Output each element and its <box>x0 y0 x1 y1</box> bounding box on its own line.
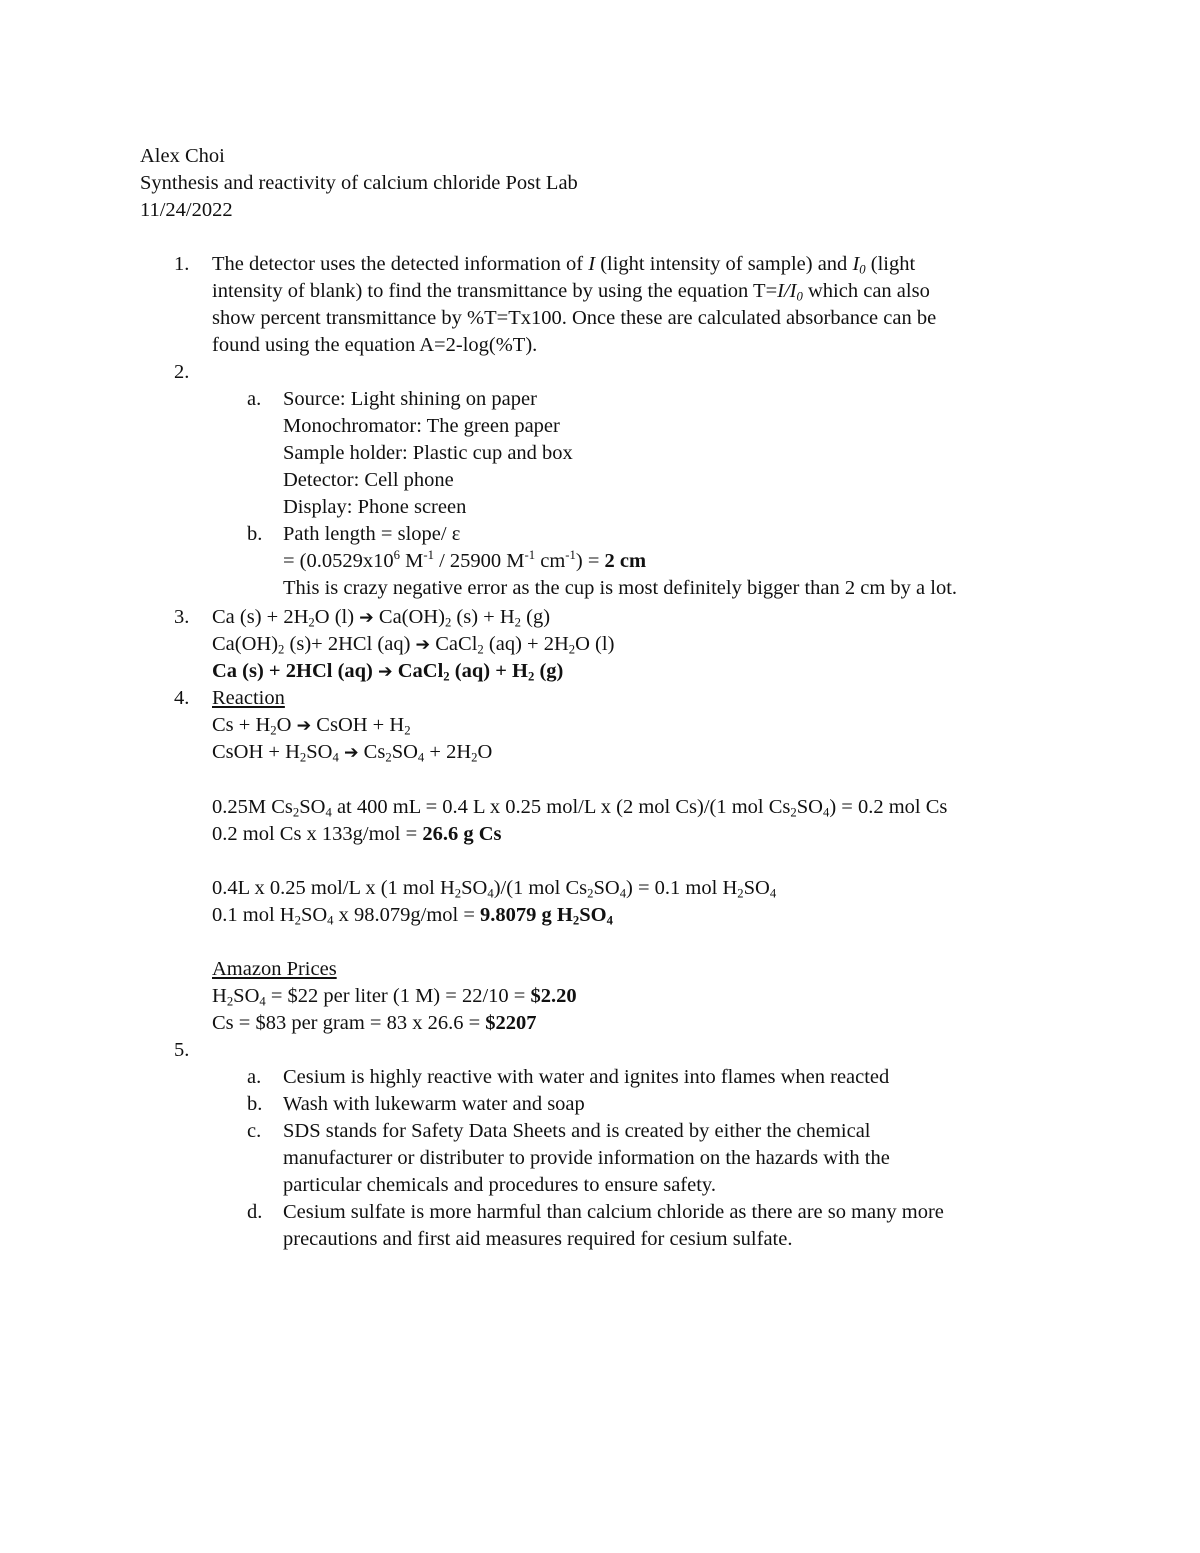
author-name: Alex Choi <box>140 145 225 167</box>
cesium-mass-answer: 26.6 g Cs <box>422 823 502 845</box>
q2a-line: Sample holder: Plastic cup and box <box>283 442 573 464</box>
q5b-text: Wash with lukewarm water and soap <box>283 1093 585 1115</box>
q5a-text: Cesium is highly reactive with water and ignites into flames when reacted <box>283 1066 890 1088</box>
q5c-marker: c. <box>247 1120 262 1142</box>
prices-heading: Amazon Prices <box>212 958 337 980</box>
q4-reaction-1: $Cs + H_2O$ ➔ CsOH + $H_2$ <box>212 714 411 738</box>
acid-price-answer: $2.20 <box>530 985 577 1007</box>
q1-line-2: intensity of blank) to find the transmittance by using the equation $T=I/I_0$ which can also <box>212 280 930 304</box>
q4-price-1: $H_2SO_4$ = $22 per liter (1 M) = 22/10 = $2.20 <box>212 985 577 1009</box>
q1-number: 1. <box>174 253 190 275</box>
q2-number: 2. <box>174 361 190 383</box>
q1-line-1: The detector uses the detected information of I (light intensity of sample) and $I_0$ (light <box>212 253 916 277</box>
q2b-line-3: This is crazy negative error as the cup is most definitely bigger than 2 cm by a lot. <box>283 577 958 599</box>
document-date: 11/24/2022 <box>140 199 233 221</box>
arrow-icon: ➔ <box>415 635 431 655</box>
q4-calc-2: 0.2 mol Cs x 133g/mol = 26.6 g Cs <box>212 823 502 845</box>
arrow-icon: ➔ <box>296 716 312 736</box>
q5b-marker: b. <box>247 1093 263 1115</box>
q5d-marker: d. <box>247 1201 263 1223</box>
q3-equation-1: Ca $(s) + 2H_2O$ (l) ➔ $Ca(OH)_2$ $(s) + H_2$ (g) <box>212 606 551 630</box>
q4-calc-3: 0.4L x 0.25 mol/L x (1 mol $H_2SO_4)/(1$ mol $Cs_2SO_4) = 0.1$ mol $H_2SO_4$ <box>212 877 777 901</box>
q2a-marker: a. <box>247 388 262 410</box>
q4-number: 4. <box>174 687 190 709</box>
acid-mass-answer: 9.8079 g $H_2SO_4$ <box>480 904 613 928</box>
reaction-heading: Reaction <box>212 687 285 709</box>
q3-net-equation: Ca (s) + 2HCl (aq) ➔ CaCl$_2$ $(aq) + H_2$ (g) <box>212 660 564 684</box>
q4-reaction-2: CsOH + $H_2SO_4$ ➔ $Cs_2SO_4 + 2H_2O$ <box>212 741 493 765</box>
q4-price-2: Cs = $83 per gram = 83 x 26.6 = $2207 <box>212 1012 537 1034</box>
q1-line-4: found using the equation A=2-log(%T). <box>212 334 538 356</box>
arrow-icon: ➔ <box>378 662 393 682</box>
q5a-marker: a. <box>247 1066 262 1088</box>
q1-line-3: show percent transmittance by %T=Tx100. Once these are calculated absorbance can be <box>212 307 937 329</box>
q5d-line: Cesium sulfate is more harmful than calcium chloride as there are so many more <box>283 1201 944 1223</box>
q4-calc-1: 0.25M $Cs_2SO_4$ at 400 mL = 0.4 L x 0.25 mol/L x (2 mol Cs)/(1 mol $Cs_2SO_4) = 0.2$ mol Cs <box>212 796 948 820</box>
q2a-line: Detector: Cell phone <box>283 469 454 491</box>
path-length-answer: 2 cm <box>604 550 647 572</box>
q3-number: 3. <box>174 606 190 628</box>
q2a-line: Source: Light shining on paper <box>283 388 537 410</box>
q5-number: 5. <box>174 1039 190 1061</box>
q5c-line: particular chemicals and procedures to ensure safety. <box>283 1174 716 1196</box>
q4-calc-4: 0.1 mol $H_2SO_4$ x 98.079g/mol = 9.8079 g $H_2SO_4$ <box>212 904 613 928</box>
q3-equation-2: $Ca(OH)_2$ (s)+ 2HCl (aq) ➔ CaCl$_2$ $(aq) + 2H_2O$ (l) <box>212 633 615 657</box>
document-title: Synthesis and reactivity of calcium chloride Post Lab <box>140 172 578 194</box>
cesium-price-answer: $2207 <box>485 1012 537 1034</box>
arrow-icon: ➔ <box>359 608 374 628</box>
q2b-marker: b. <box>247 523 263 545</box>
q2a-line: Monochromator: The green paper <box>283 415 560 437</box>
q2b-line-2: = ($0.0529x10^6$ $M^{-1} / 25900$ $M^{-1}$ $cm^{-1}) = 2$ cm <box>283 548 647 572</box>
q2b-line-1: Path length = slope/ ε <box>283 523 461 545</box>
arrow-icon: ➔ <box>343 743 359 763</box>
q5c-line: manufacturer or distributer to provide information on the hazards with the <box>283 1147 890 1169</box>
q5d-line: precautions and first aid measures required for cesium sulfate. <box>283 1228 793 1250</box>
q5c-line: SDS stands for Safety Data Sheets and is created by either the chemical <box>283 1120 871 1142</box>
q2a-line: Display: Phone screen <box>283 496 467 518</box>
